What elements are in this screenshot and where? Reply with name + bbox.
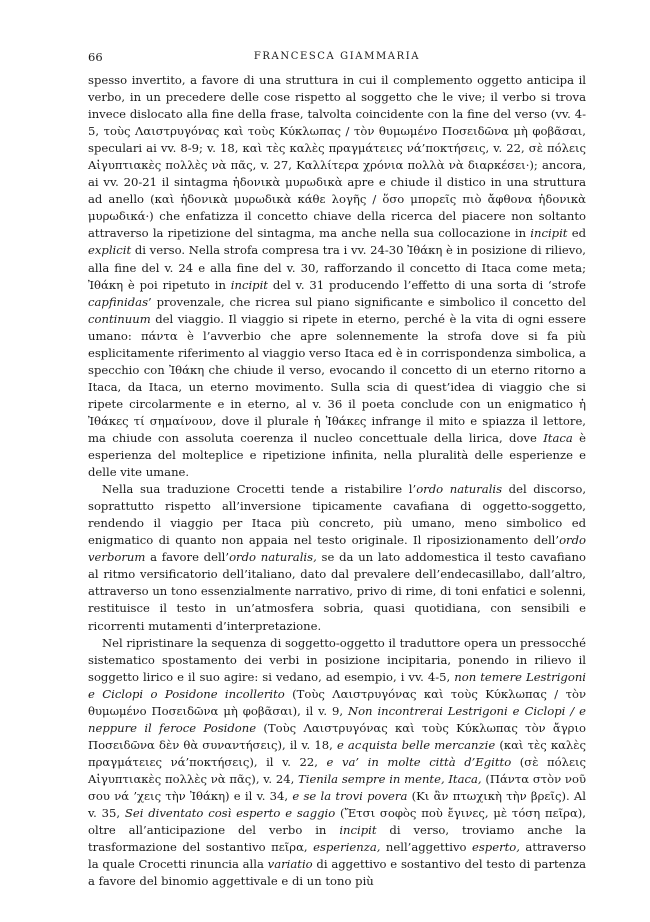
paragraph — [88, 481, 586, 634]
italic-run: Itaca — [543, 430, 573, 445]
italic-run: Sei diventato così esperto e saggio — [124, 806, 336, 821]
italic-run: variatio — [267, 857, 313, 872]
italic-run: incipit — [230, 277, 268, 292]
italic-run: e acquista belle mercanzie — [336, 737, 496, 752]
text-run: (Τοὺς Λαιστρυγόνας καὶ τοὺς Κύκλωπας / τὸν θυμωμένο Ποσειδῶνα μὴ φοβᾶσαι), il v. 9, — [88, 686, 587, 718]
italic-run: Tienila sempre in mente, Itaca, — [298, 771, 482, 786]
page-number: 66 — [88, 50, 103, 64]
italic-run: e se la trovi povera — [292, 788, 408, 803]
paragraph — [88, 72, 586, 481]
italic-run: incipit — [530, 226, 568, 241]
text-run: se da un lato addomestica il testo cavafiano al ritmo versificatorio dell’italiano, dato dal prevalere dell’endecasillabo, dall’altro, attraverso un tono essenzialmente narrativo, privo di rime, di toni enfatici e solenni, restituisce il testo in un’atmosfera sobria, quasi quotidiana, con sensibili e ricorrenti mutamenti d’interpretazione. — [88, 550, 586, 633]
text-run: nell’aggettivo — [380, 840, 472, 855]
text-run: di verso. Nella strofa compresa tra i vv. 24-30 Ἰθάκη è in posizione di rilievo, alla fine del v. 24 e alla fine del v. 30, rafforzando il concetto di Itaca come meta; Ἰθάκη è poi ripetuto in — [88, 243, 586, 292]
text-run: (σὲ πόλεις Αἰγυπτιακὲς πολλὲς νὰ πᾶς), v. 24, — [88, 754, 586, 786]
text-run: a favore dell’ — [145, 550, 230, 565]
text-run: ed — [567, 226, 586, 241]
italic-run: esperienza, — [313, 840, 381, 855]
running-head — [88, 50, 586, 66]
italic-run: ordo naturalis — [416, 482, 503, 497]
text-run: ’ provenzale, che ricrea sul piano significante e simbolico il concetto del — [148, 294, 586, 309]
italic-run: continuum — [88, 311, 151, 326]
text-run: (Κι ἂν πτωχικὴ τὴν βρεῖς). Al v. 35, — [88, 788, 586, 821]
text-run: (Ἔτσι σοφὸς ποὺ ἔγινες, μὲ τόση πεῖρα), oltre all’anticipazione del verbo in — [88, 806, 586, 838]
italic-run: ordo naturalis, — [229, 550, 317, 565]
text-run: (καὶ τὲς καλὲς πραγμάτειες νά’ποκτήσεις), il v. 22, — [88, 737, 586, 769]
text-run: del viaggio. Il viaggio si ripete in eterno, perché è la vita di ogni essere umano: πάντα è l’avverbio che apre solennemente la strofa dove si fa più esplicitamente riferimento al viaggio verso Itaca ed è in corrispondenza simbolica, a specchio con Ἰθάκη che chiude il verso, evocando il concetto di un eterno ritorno a Itaca, da Itaca, un eterno movimento. Sulla scia di quest’idea di viaggio che si ripete circolarmente e in eterno, al v. 36 il poeta conclude con un enigmatico ἡ Ἰθάκες τί σημαίνουν, dove il plurale ἡ Ἰθάκες infrange il mito e spiazza il lettore, ma chiude con assoluta coerenza il nucleo concettuale della lirica, dove — [88, 311, 586, 445]
text-run: del discorso, soprattutto rispetto all’inversione tipicamente cavafiana di oggetto-soggetto, rendendo il viaggio per Itaca più concreto, più umano, meno simbolico ed enigmatico di quanto non appaia nel testo originale. Il riposizionamento dell’ — [88, 482, 586, 548]
text-run: attraverso la quale Crocetti rinuncia alla — [88, 840, 586, 872]
paragraph — [88, 635, 586, 891]
text-run: spesso invertito, a favore di una struttura in cui il complemento oggetto anticipa il verbo, in un precedere delle cose rispetto al soggetto che le vive; il verbo si trova invece dislocato alla fine della frase, talvolta coincidente con la fine del verso (vv. 4-5, τοὺς Λαιστρυγόνας καὶ τοὺς Κύκλωπας / τὸν θυμωμένο Ποσειδῶνα μὴ φοβᾶσαι, speculari ai vv. 8-9; v. 18, καὶ τὲς καλὲς πραγμάτειες νά’ποκτήσεις, v. 22, σὲ πόλεις Αἰγυπτιακὲς πολλὲς νὰ πᾶς, v. 27, Καλλίτερα χρόνια πολλὰ νὰ διαρκέσει·); ancora, ai vv. 20-21 il sintagma ἡδονικὰ μυρωδικὰ apre e chiude il distico in una struttura ad anello (καὶ ἡδονικὰ μυρωδικὰ κάθε λογῆς / ὅσο μπορεῖς πιὸ ἄφθονα ἡδονικὰ μυρωδικά·) che enfatizza il concetto chiave della ricerca del piacere non soltanto attraverso la ripetizione del sintagma, ma anche nella sua collocazione in — [88, 73, 586, 241]
italic-run: capfinidas — [88, 294, 149, 309]
text-run: Nella sua traduzione Crocetti tende a ristabilire l’ — [102, 482, 417, 497]
italic-run: explicit — [88, 243, 132, 258]
italic-run: esperto, — [471, 840, 520, 855]
running-title: FRANCESCA GIAMMARIA — [253, 51, 421, 62]
text-run: di verso, troviamo anche la trasformazione del sostantivo πεῖρα, — [88, 823, 586, 855]
text-run: di aggettivo e sostantivo del testo di partenza a favore del binomio aggettivale e di un tono più — [88, 857, 586, 889]
italic-run: incipit — [339, 823, 377, 838]
body-text — [88, 72, 586, 890]
text-run: è esperienza del molteplice e ripetizione infinita, nella pluralità delle esperienze e delle vite umane. — [88, 430, 586, 480]
text-run: del v. 31 producendo l’effetto di una sorta di ‘strofe — [267, 277, 586, 292]
text-run: (Πάντα στὸν νοῦ σου νά ’χεις τὴν Ἰθάκη) e il v. 34, — [88, 771, 586, 803]
italic-run: ordo verborum — [88, 533, 586, 565]
text-run: (Τοὺς Λαιστρυγόνας καὶ τοὺς Κύκλωπας τὸν ἄγριο Ποσειδῶνα δὲν θὰ συναντήσεις), il v. 18, — [88, 720, 586, 752]
italic-run: Non incontrerai Lestrigoni e Ciclopi / e neppure il feroce Posidone — [88, 703, 586, 735]
italic-run: e va’ in molte città d’Egitto — [326, 754, 512, 769]
italic-run: non temere Lestrigoni e Ciclopi o Posidone incollerito — [88, 669, 586, 701]
text-run: Nel ripristinare la sequenza di soggetto-oggetto il traduttore opera un pressocché sistematico spostamento dei verbi in posizione incipitaria, ponendo in rilievo il soggetto lirico e il suo agire: si vedano, ad esempio, i vv. 4-5, — [88, 635, 587, 684]
